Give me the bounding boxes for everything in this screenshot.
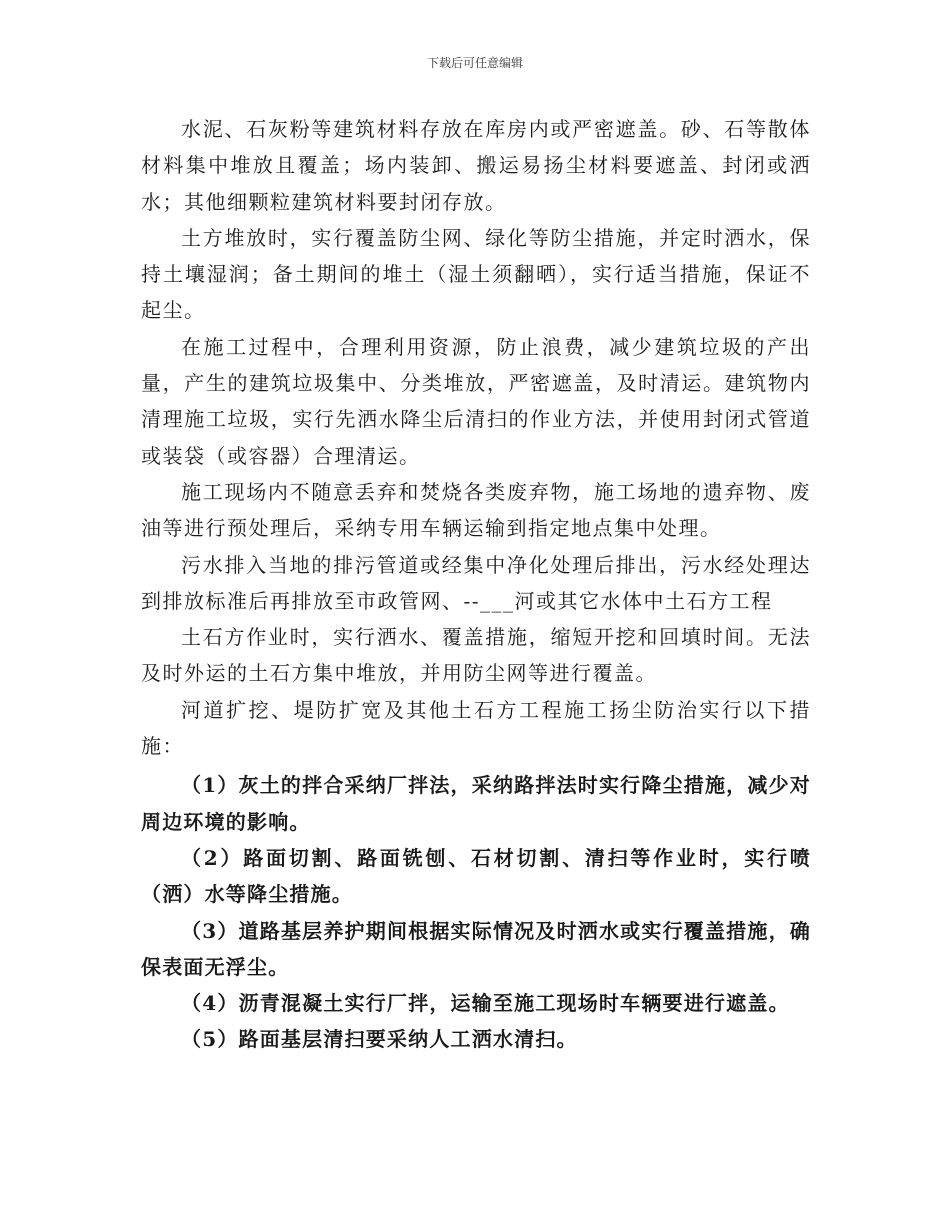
measure-item-5: （5）路面基层清扫要采纳人工洒水清扫。 [181, 1027, 578, 1052]
measure-item-2: （2）路面切割、路面铣刨、石材切割、清扫等作业时，实行喷（洒）水等降尘措施。 [141, 845, 811, 907]
paragraph-earthwork: 土石方作业时，实行洒水、覆盖措施，缩短开挖和回填时间。无法及时外运的土石方集中堆放，并用防尘网等进行覆盖。 [141, 625, 811, 686]
paragraph-construction-waste: 在施工过程中，合理利用资源，防止浪费，减少建筑垃圾的产出量，产生的建筑垃圾集中、分类堆放，严密遮盖，及时清运。建筑物内清理施工垃圾，实行先洒水降尘后清扫的作业方法，并使用封闭式管道或装袋（或容器）合理清运。 [141, 334, 811, 468]
measure-item-3: （3）道路基层养护期间根据实际情况及时洒水或实行覆盖措施，确保表面无浮尘。 [141, 918, 811, 979]
paragraph-material-storage: 水泥、石灰粉等建筑材料存放在库房内或严密遮盖。砂、石等散体材料集中堆放且覆盖；场内装卸、搬运易扬尘材料要遮盖、封闭或洒水；其他细颗粒建筑材料要封闭存放。 [141, 117, 811, 214]
measure-item-4: （4）沥青混凝土实行厂拌，运输至施工现场时车辆要进行遮盖。 [181, 991, 790, 1016]
paragraph-waste-disposal: 施工现场内不随意丢弃和焚烧各类废弃物，施工场地的遗弃物、废油等进行预处理后，采纳专用车辆运输到指定地点集中处理。 [141, 479, 811, 541]
paragraph-river-works: 河道扩挖、堤防扩宽及其他土石方工程施工扬尘防治实行以下措施： [141, 697, 811, 759]
paragraph-earth-stockpile: 土方堆放时，实行覆盖防尘网、绿化等防尘措施，并定时洒水，保持土壤湿润；备土期间的堆土（湿土须翻晒），实行适当措施，保证不起尘。 [141, 225, 811, 323]
paragraph-sewage: 污水排入当地的排污管道或经集中净化处理后排出，污水经处理达到排放标准后再排放至市政管网、--___河或其它水体中土石方工程 [141, 552, 811, 613]
document-body [141, 111, 811, 1058]
page-header: 下载后可任意编辑 [426, 56, 523, 70]
measure-item-1: （1）灰土的拌合采纳厂拌法，采纳路拌法时实行降尘措施，减少对周边环境的影响。 [141, 773, 811, 834]
